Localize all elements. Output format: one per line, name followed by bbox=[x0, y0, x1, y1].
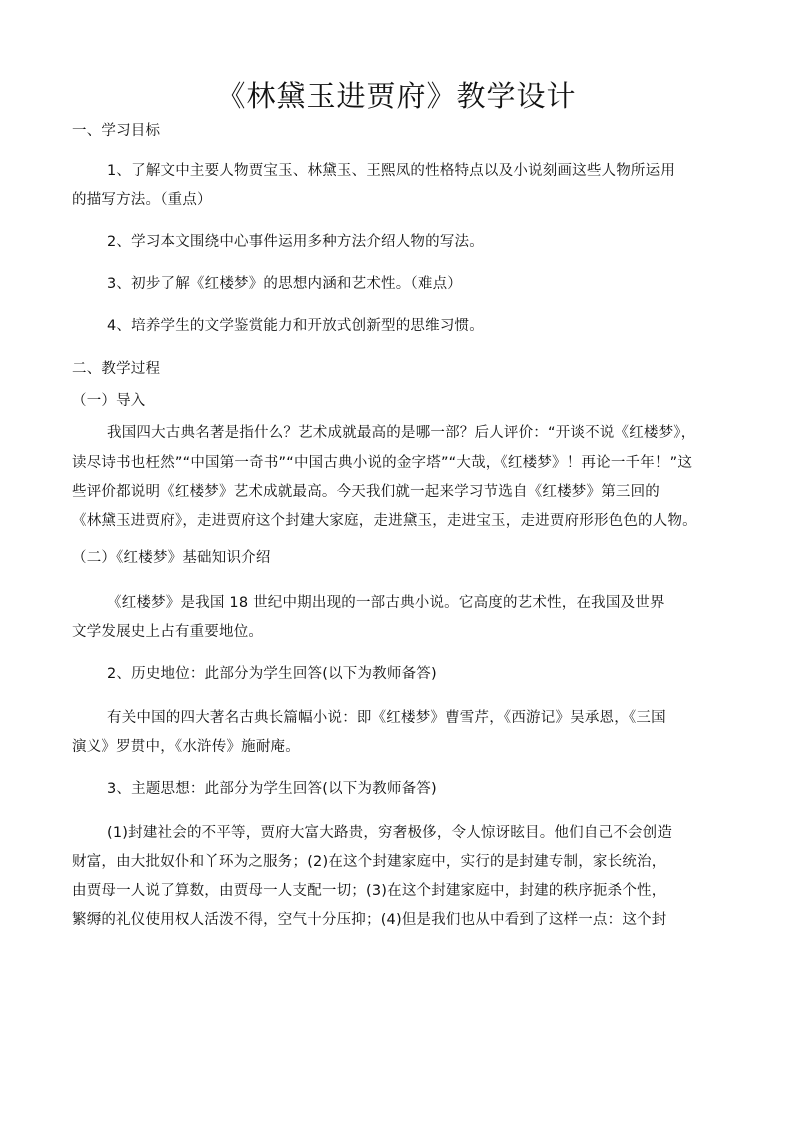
theme-line: (1)封建社会的不平等，贾府大富大路贵，穷奢极侈，令人惊讶眩目。他们自己不会创造 bbox=[107, 825, 673, 841]
document-title: 《林黛玉进贾府》教学设计 bbox=[216, 79, 577, 113]
theme-line: 由贾母一人说了算数，由贾母一人支配一切；(3)在这个封建家庭中，封建的秩序扼杀个性， bbox=[72, 883, 667, 899]
intro-paragraph-line: 我国四大古典名著是指什么？艺术成就最高的是哪一部？后人评价：“开谈不说《红楼梦》， bbox=[107, 425, 696, 441]
basics-intro-line: 《红楼梦》是我国 18 世纪中期出现的一部古典小说。它高度的艺术性，在我国及世界 bbox=[107, 595, 665, 611]
theme-line: 繁缛的礼仪使用权人活泼不得，空气十分压抑；(4)但是我们也从中看到了这样一点：这个封 bbox=[72, 912, 667, 928]
theme-line: 财富，由大批奴仆和丫环为之服务；(2)在这个封建家庭中，实行的是封建专制，家长统治， bbox=[72, 854, 667, 870]
objective-1-line1: 1、了解文中主要人物贾宝玉、林黛玉、王熙凤的性格特点以及小说刻画这些人物所运用 bbox=[107, 163, 676, 179]
subsection-basics-heading: （二）《红楼梦》基础知识介绍 bbox=[72, 550, 271, 566]
section2-heading: 二、教学过程 bbox=[72, 361, 161, 377]
objective-1-line2: 的描写方法。（重点） bbox=[72, 192, 212, 208]
intro-paragraph-line: 《林黛玉进贾府》，走进贾府这个封建大家庭，走进黛玉，走进宝玉，走进贾府形形色色的人物。 bbox=[72, 513, 697, 529]
basics-intro-line: 文学发展史上占有重要地位。 bbox=[72, 624, 264, 640]
theme-heading: 3、主题思想：此部分为学生回答(以下为教师备答) bbox=[107, 781, 437, 797]
subsection-intro-heading: （一）导入 bbox=[72, 393, 146, 409]
intro-paragraph-line: 些评价都说明《红楼梦》艺术成就最高。今天我们就一起来学习节选自《红楼梦》第三回的 bbox=[72, 484, 660, 500]
objective-3: 3、初步了解《红楼梦》的思想内涵和艺术性。（难点） bbox=[107, 276, 462, 292]
history-line: 有关中国的四大著名古典长篇幅小说：即《红楼梦》曹雪芹，《西游记》吴承恩，《三国 bbox=[107, 710, 666, 726]
objective-4: 4、培养学生的文学鉴赏能力和开放式创新型的思维习惯。 bbox=[107, 318, 484, 334]
history-heading: 2、历史地位：此部分为学生回答(以下为教师备答) bbox=[107, 666, 437, 682]
section1-heading: 一、学习目标 bbox=[72, 123, 161, 139]
history-line: 演义》罗贯中，《水浒传》施耐庵。 bbox=[72, 739, 300, 755]
intro-paragraph-line: 读尽诗书也枉然”“中国第一奇书”“中国古典小说的金字塔”“大哉，《红楼梦》！再论一千年！”这 bbox=[72, 455, 693, 471]
objective-2: 2、学习本文围绕中心事件运用多种方法介绍人物的写法。 bbox=[107, 234, 484, 250]
